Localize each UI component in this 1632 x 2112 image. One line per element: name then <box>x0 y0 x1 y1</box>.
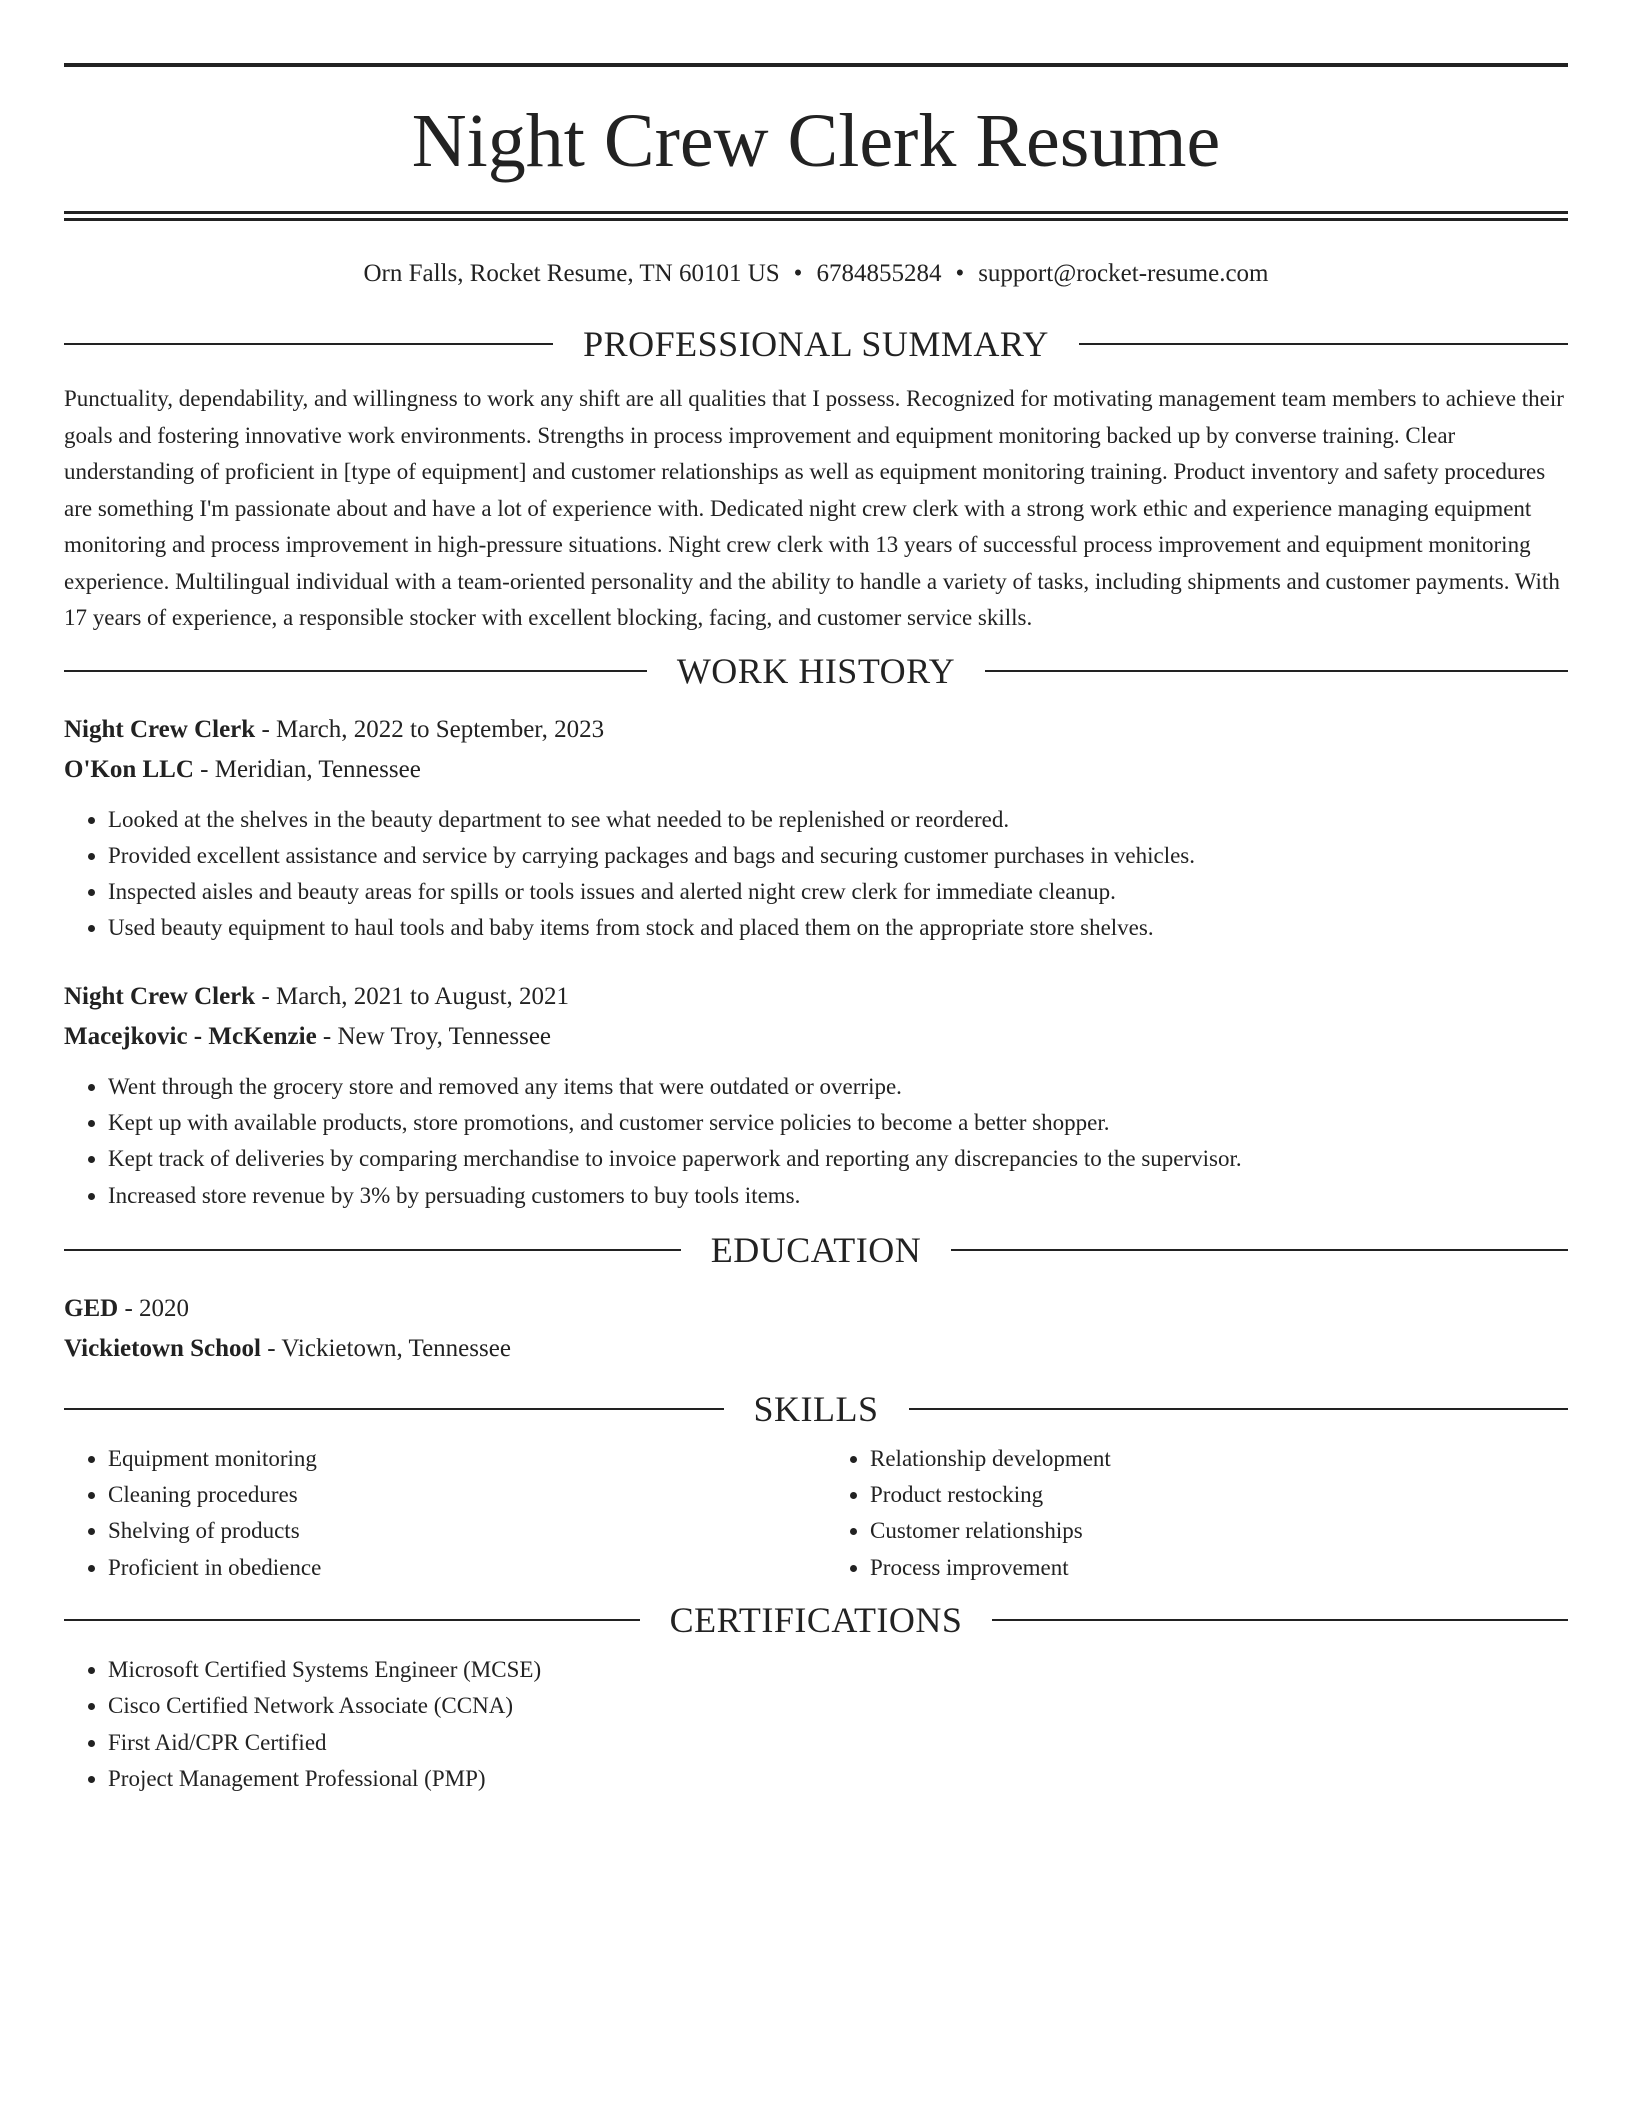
job-company-line <box>64 750 1568 790</box>
education-heading-label: EDUCATION <box>710 1229 922 1270</box>
education-heading <box>64 1229 1568 1270</box>
list-item: • Customer relationships <box>870 1513 1568 1549</box>
job-title: Night Crew Clerk <box>64 982 256 1010</box>
list-item: • Proficient in obedience <box>108 1550 806 1586</box>
list-item: • Project Management Professional (PMP) <box>108 1761 1568 1797</box>
list-item: • Cleaning procedures <box>108 1477 806 1513</box>
work-heading <box>64 650 1568 691</box>
title-double-rule <box>64 211 1568 221</box>
heading-rule <box>64 1408 724 1410</box>
heading-rule <box>992 1619 1568 1621</box>
list-item: • Went through the grocery store and removed any items that were outdated or overripe. <box>108 1069 1568 1105</box>
job-location: - New Troy, Tennessee <box>316 1022 552 1050</box>
heading-rule <box>64 1249 681 1251</box>
list-item: • Kept up with available products, store promotions, and customer service policies to become a better shopper. <box>108 1105 1568 1141</box>
contact-line <box>64 261 1568 286</box>
summary-text: Punctuality, dependability, and willingness to work any shift are all qualities that I possess. Recognized for motivating management team members to achieve their goals and fostering innovative work environments. Strengths in process improvement and equipment monitoring backed up by converse training. Clear understanding of proficient in [type of equipment] and customer relationships as well as equipment monitoring training. Product inventory and safety procedures are something I'm passionate about and have a lot of experience with. Dedicated night crew clerk with a strong work ethic and experience managing equipment monitoring and process improvement in high-pressure situations. Night crew clerk with 13 years of successful process improvement and equipment monitoring experience. Multilingual individual with a team-oriented personality and the ability to handle a variety of tasks, including shipments and customer payments. With 17 years of experience, a responsible stocker with excellent blocking, facing, and customer service skills. <box>64 386 1564 630</box>
job-title-line <box>64 977 1568 1017</box>
contact-phone: 6784855284 <box>816 260 942 287</box>
top-rule <box>64 63 1568 67</box>
contact-separator: • <box>955 260 965 287</box>
list-item: • Equipment monitoring <box>108 1441 806 1477</box>
education-degree: GED <box>64 1294 119 1322</box>
contact-email: support@rocket-resume.com <box>978 260 1269 287</box>
contact-separator: • <box>793 260 803 287</box>
heading-rule <box>64 1619 640 1621</box>
summary-heading-label: PROFESSIONAL SUMMARY <box>583 324 1049 364</box>
job-title: Night Crew Clerk <box>64 715 256 743</box>
education-school-line <box>64 1329 1568 1369</box>
resume-title: Night Crew Clerk Resume <box>411 99 1221 183</box>
list-item: • First Aid/CPR Certified <box>108 1725 1568 1761</box>
list-item: • Relationship development <box>870 1441 1568 1477</box>
heading-rule <box>985 670 1568 672</box>
list-item: • Microsoft Certified Systems Engineer (MCSE) <box>108 1652 1568 1688</box>
education-degree-line <box>64 1289 1568 1329</box>
skills-grid <box>64 1441 1568 1586</box>
job-title-line <box>64 710 1568 750</box>
heading-rule <box>64 670 647 672</box>
resume-page <box>64 0 1568 1797</box>
job-dates: - March, 2021 to August, 2021 <box>255 982 570 1010</box>
list-item: • Provided excellent assistance and service by carrying packages and bags and securing customer purchases in vehicles. <box>108 838 1568 874</box>
job-location: - Meridian, Tennessee <box>193 755 421 783</box>
education-entry <box>64 1289 1568 1369</box>
job-company: O'Kon LLC <box>64 755 194 783</box>
heading-rule <box>909 1408 1569 1410</box>
list-item: • Increased store revenue by 3% by persuading customers to buy tools items. <box>108 1178 1568 1214</box>
education-year: - 2020 <box>118 1294 190 1322</box>
job-company-line <box>64 1017 1568 1057</box>
job-entry <box>64 710 1568 947</box>
list-item: • Shelving of products <box>108 1513 806 1549</box>
summary-heading <box>64 326 1568 362</box>
list-item: • Cisco Certified Network Associate (CCNA) <box>108 1688 1568 1724</box>
skills-heading-label: SKILLS <box>753 1388 879 1429</box>
list-item: • Kept track of deliveries by comparing merchandise to invoice paperwork and reporting any discrepancies to the supervisor. <box>108 1141 1568 1177</box>
heading-rule <box>1079 343 1568 345</box>
contact-address: Orn Falls, Rocket Resume, TN 60101 US <box>363 260 780 287</box>
list-item: • Process improvement <box>870 1550 1568 1586</box>
job-company: Macejkovic - McKenzie <box>64 1022 317 1050</box>
education-location: - Vickietown, Tennessee <box>261 1334 511 1362</box>
skills-list-right <box>826 1441 1568 1586</box>
certifications-heading-label: CERTIFICATIONS <box>669 1600 963 1641</box>
list-item: • Inspected aisles and beauty areas for spills or tools issues and alerted night crew clerk for immediate cleanup. <box>108 874 1568 910</box>
skills-list-left <box>64 1441 806 1586</box>
certifications-heading <box>64 1600 1568 1641</box>
heading-rule <box>951 1249 1568 1251</box>
list-item: • Used beauty equipment to haul tools and baby items from stock and placed them on the appropriate store shelves. <box>108 910 1568 946</box>
job-dates: - March, 2022 to September, 2023 <box>255 715 605 743</box>
work-heading-label: WORK HISTORY <box>676 650 956 691</box>
skills-heading <box>64 1388 1568 1429</box>
list-item: • Looked at the shelves in the beauty department to see what needed to be replenished or reordered. <box>108 802 1568 838</box>
education-school: Vickietown School <box>64 1334 261 1362</box>
job-bullets <box>64 802 1568 947</box>
list-item: • Product restocking <box>870 1477 1568 1513</box>
heading-rule <box>64 343 553 345</box>
certifications-list <box>64 1652 1568 1797</box>
job-entry <box>64 977 1568 1214</box>
job-bullets <box>64 1069 1568 1214</box>
